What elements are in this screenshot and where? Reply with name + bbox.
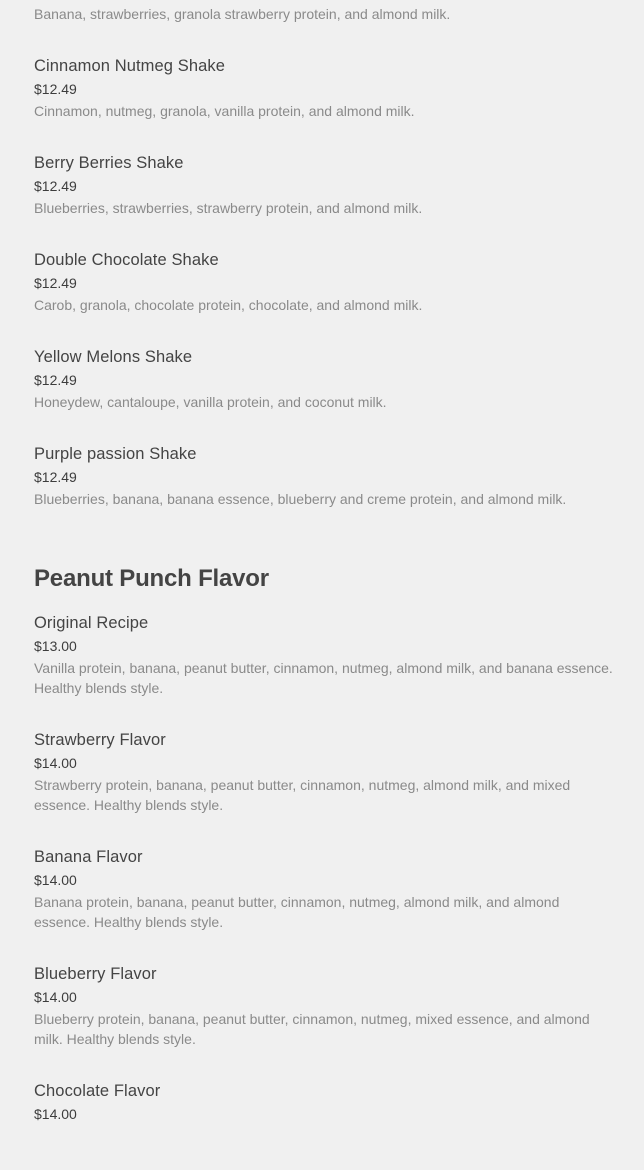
item-name: Double Chocolate Shake	[34, 251, 219, 269]
item-price: $12.49	[34, 178, 77, 194]
item-description: Blueberry protein, banana, peanut butter, cinnamon, nutmeg, mixed essence, and almond milk. Healthy blends style.	[34, 1011, 590, 1047]
menu-item[interactable]	[34, 846, 614, 932]
menu-item[interactable]	[34, 1080, 614, 1124]
item-name: Original Recipe	[34, 614, 149, 632]
menu-item[interactable]	[34, 0, 614, 24]
item-name: Purple passion Shake	[34, 445, 197, 463]
item-description: Strawberry protein, banana, peanut butter, cinnamon, nutmeg, almond milk, and mixed essence. Healthy blends style.	[34, 777, 571, 813]
item-price: $14.00	[34, 1106, 77, 1122]
item-description: Blueberries, banana, banana essence, blueberry and creme protein, and almond milk.	[34, 491, 567, 507]
item-description: Cinnamon, nutmeg, granola, vanilla protein, and almond milk.	[34, 103, 415, 119]
item-description: Blueberries, strawberries, strawberry protein, and almond milk.	[34, 200, 423, 216]
item-description: Vanilla protein, banana, peanut butter, cinnamon, nutmeg, almond milk, and banana essence. Healthy blends style.	[34, 660, 613, 696]
section-title: Peanut Punch Flavor	[34, 565, 269, 592]
item-price: $13.00	[34, 638, 77, 654]
item-name: Cinnamon Nutmeg Shake	[34, 57, 226, 75]
item-description: Banana protein, banana, peanut butter, cinnamon, nutmeg, almond milk, and almond essence. Healthy blends style.	[34, 894, 560, 930]
item-price: $12.49	[34, 372, 77, 388]
item-description: Carob, granola, chocolate protein, chocolate, and almond milk.	[34, 297, 423, 313]
item-name: Blueberry Flavor	[34, 965, 157, 983]
menu-item[interactable]	[34, 729, 614, 815]
item-price: $14.00	[34, 872, 77, 888]
item-price: $14.00	[34, 989, 77, 1005]
menu-item[interactable]	[34, 612, 614, 698]
menu-item[interactable]	[34, 55, 614, 121]
item-description: Honeydew, cantaloupe, vanilla protein, and coconut milk.	[34, 394, 387, 410]
item-name: Berry Berries Shake	[34, 154, 184, 172]
item-name: Strawberry Flavor	[34, 731, 166, 749]
item-price: $12.49	[34, 469, 77, 485]
menu-item[interactable]	[34, 249, 614, 315]
item-description: Banana, strawberries, granola strawberry protein, and almond milk.	[34, 6, 451, 22]
item-price: $12.49	[34, 81, 77, 97]
item-price: $14.00	[34, 755, 77, 771]
menu-item[interactable]	[34, 443, 614, 509]
menu-list	[34, 0, 614, 1155]
menu-item[interactable]	[34, 152, 614, 218]
item-name: Yellow Melons Shake	[34, 348, 193, 366]
item-name: Chocolate Flavor	[34, 1082, 161, 1100]
item-price	[34, 0, 614, 2]
item-price: $12.49	[34, 275, 77, 291]
item-name: Banana Flavor	[34, 848, 143, 866]
menu-item[interactable]	[34, 963, 614, 1049]
menu-item[interactable]	[34, 346, 614, 412]
